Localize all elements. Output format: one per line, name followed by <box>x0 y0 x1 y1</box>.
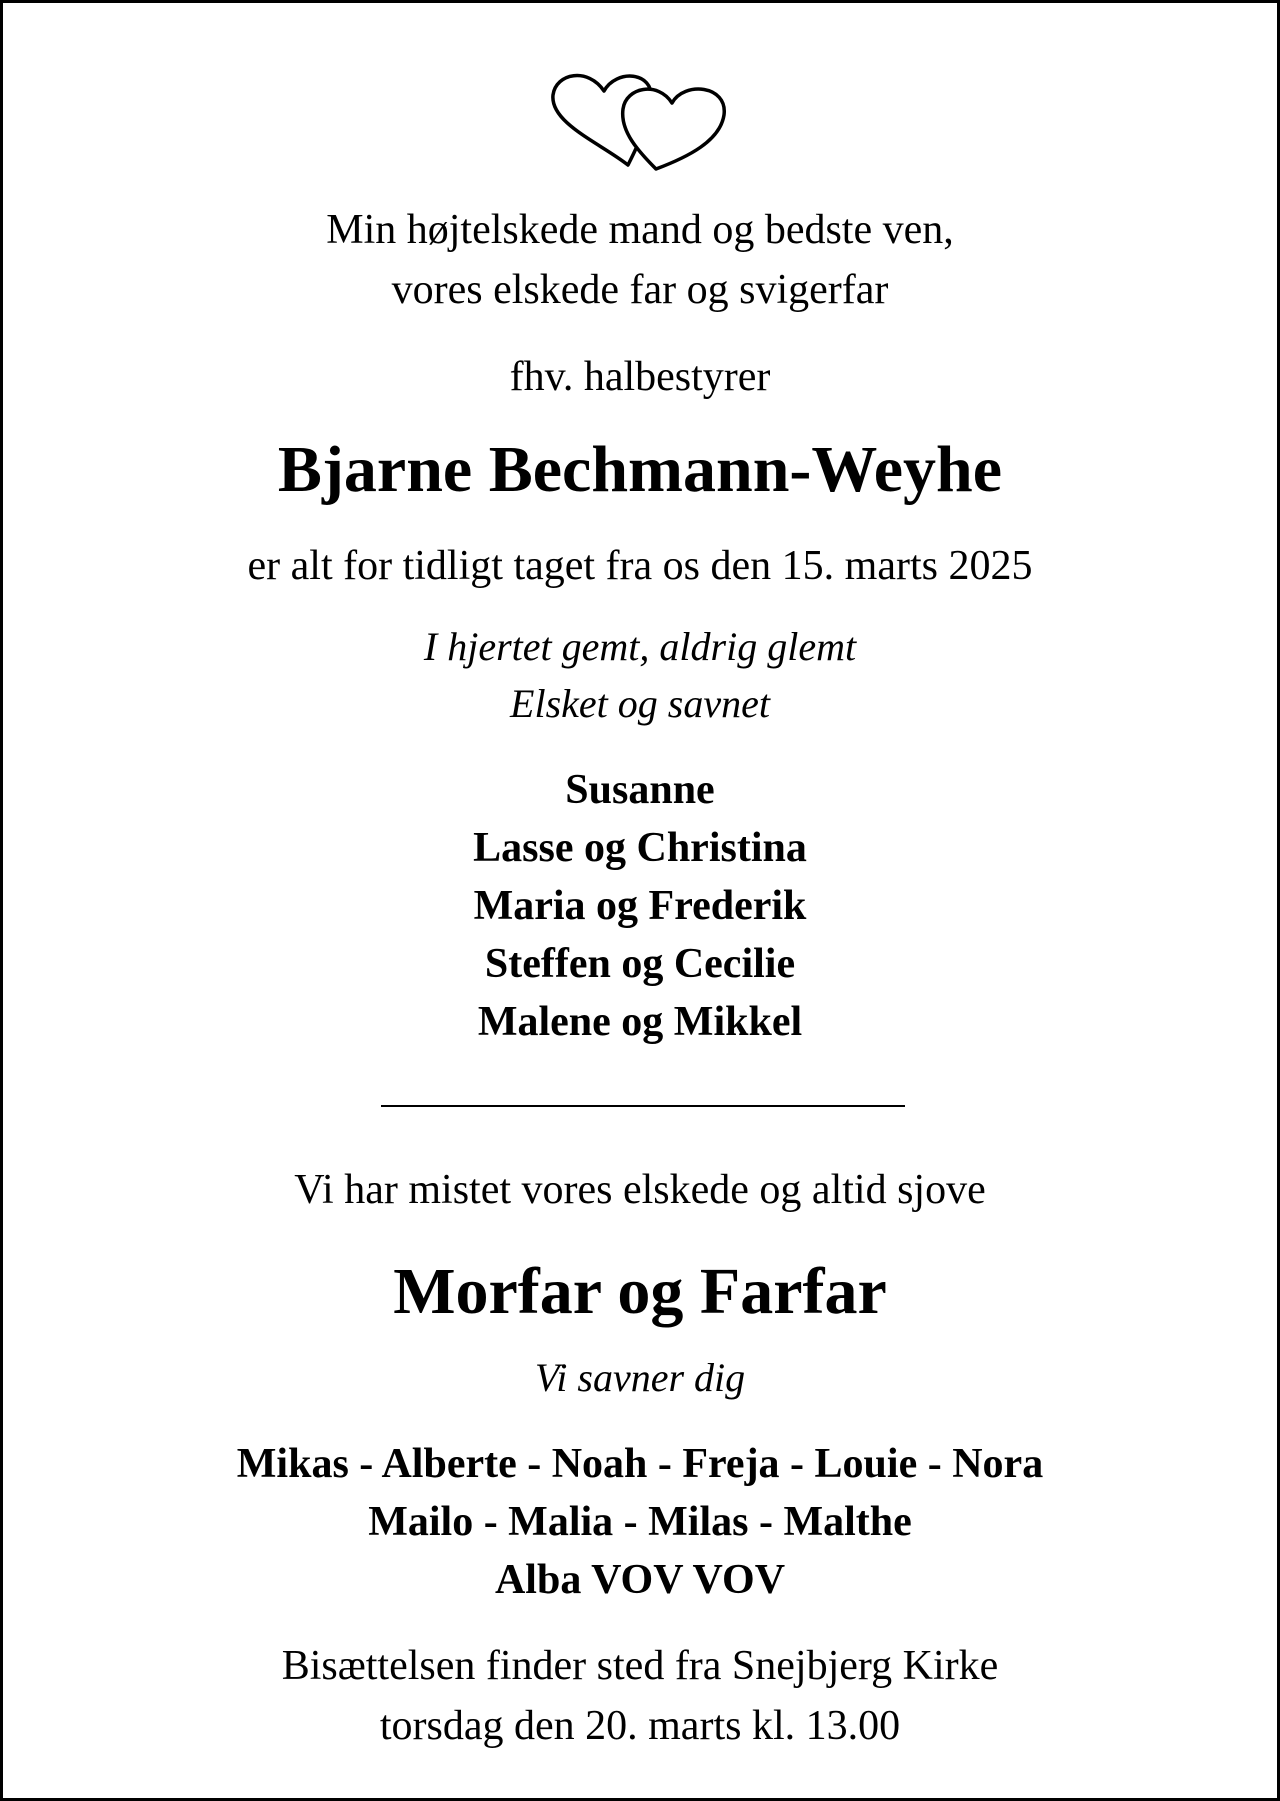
verse-line-1: I hjertet gemt, aldrig glemt <box>423 624 857 669</box>
intro-line-1: Min højtelskede mand og bedste ven, <box>326 207 954 253</box>
passing-line: er alt for tidligt taget fra os den 15. marts 2025 <box>247 543 1033 589</box>
section-divider <box>381 1105 905 1107</box>
grandchildren-line: Mikas - Alberte - Noah - Freja - Louie - Nora <box>236 1441 1044 1487</box>
verse-line-2: Elsket og savnet <box>510 681 770 726</box>
family-member: Malene og Mikkel <box>477 999 803 1045</box>
second-verse: Vi savner dig <box>534 1355 746 1400</box>
second-intro: Vi har mistet vores elskede og altid sjove <box>294 1167 986 1213</box>
double-heart-icon <box>548 65 738 173</box>
second-title: Morfar og Farfar <box>393 1255 887 1328</box>
funeral-line-1: Bisættelsen finder sted fra Snejbjerg Kirke <box>281 1643 999 1689</box>
grandchildren-line: Mailo - Malia - Milas - Malthe <box>368 1499 912 1545</box>
funeral-line-2: torsdag den 20. marts kl. 13.00 <box>379 1703 901 1749</box>
family-member: Steffen og Cecilie <box>484 941 796 987</box>
deceased-role: fhv. halbestyrer <box>509 354 771 400</box>
family-member: Lasse og Christina <box>473 825 807 871</box>
family-member: Maria og Frederik <box>473 883 807 929</box>
intro-line-2: vores elskede far og svigerfar <box>391 267 889 313</box>
family-member: Susanne <box>565 767 715 813</box>
grandchildren-line: Alba VOV VOV <box>494 1557 786 1603</box>
deceased-name: Bjarne Bechmann-Weyhe <box>277 433 1003 506</box>
